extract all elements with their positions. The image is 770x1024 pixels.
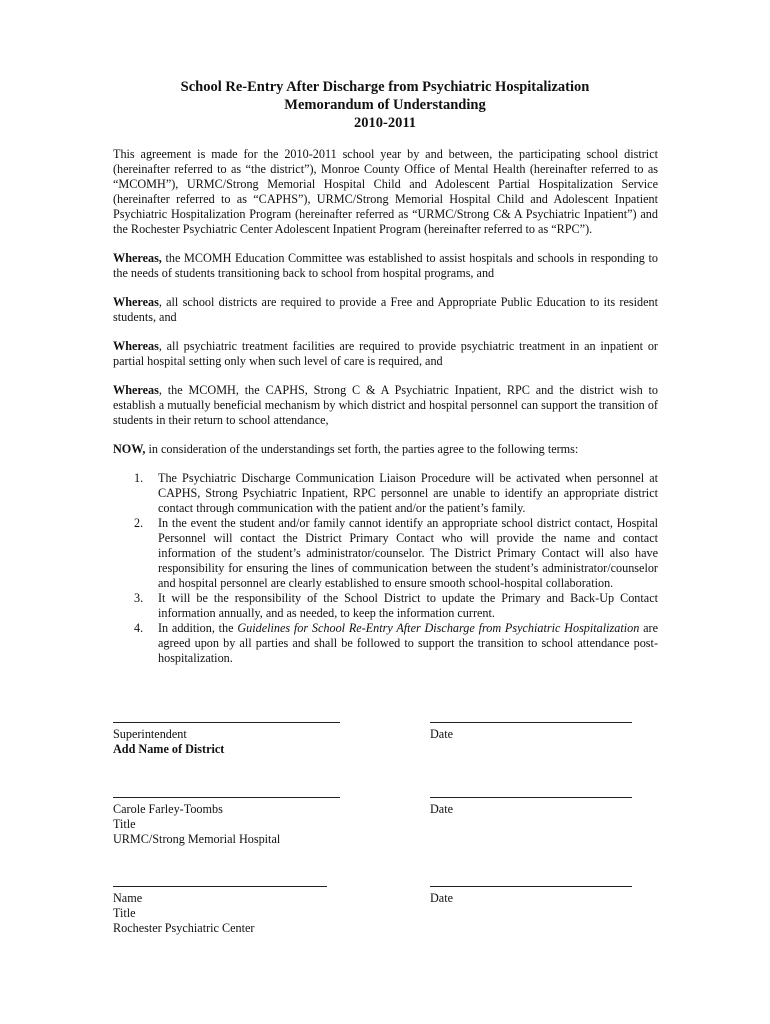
whereas-text: the MCOMH Education Committee was established to assist hospitals and schools in responding to the needs of students transitioning back to school from hospital programs, and [113,251,658,280]
term-item [113,591,658,621]
now-text: in consideration of the understandings set forth, the parties agree to the following terms: [145,442,579,456]
term-item [113,621,658,666]
signature-line[interactable] [113,722,340,723]
guidelines-title: Guidelines for School Re-Entry After Discharge from Psychiatric Hospitalization [237,621,640,635]
date-line[interactable] [430,722,632,723]
terms-list [113,471,658,666]
term-text: It will be the responsibility of the School District to update the Primary and Back-Up Contact information annually, and as needed, to keep the information current. [158,591,658,620]
title-line-2: Memorandum of Understanding [284,97,486,113]
whereas-lead: Whereas [113,383,159,397]
whereas-paragraph-3 [113,339,658,369]
whereas-text: , the MCOMH, the CAPHS, Strong C & A Psychiatric Inpatient, RPC and the district wish to establish a mutually beneficial mechanism by which district and hospital personnel can support the transition of students in their return to school attendance, [113,383,658,427]
term-text-after: are agreed upon by all parties and shall be followed to support the transition to school attendance post-hospitalization. [158,621,658,665]
signature-block-superintendent [113,722,340,757]
signer-name: Carole Farley-Toombs [113,802,223,816]
whereas-paragraph-4 [113,383,658,428]
whereas-paragraph-2 [113,295,658,325]
district-name-placeholder [113,742,340,757]
date-label: Date [430,891,454,905]
title-line-3: 2010-2011 [353,115,417,131]
date-block-superintendent [430,722,632,742]
whereas-lead: Whereas [113,339,159,353]
term-number: 3. [134,591,144,605]
signature-block-urmc [113,797,340,847]
now-lead: NOW, [113,442,146,456]
whereas-text: , all school districts are required to provide a Free and Appropriate Public Education to its resident students, and [113,295,658,324]
term-number: 4. [134,621,144,635]
term-text: In the event the student and/or family cannot identify an appropriate school district contact, Hospital Personnel will contact the District Primary Contact who will provide the name and contact information of the student’s administrator/counselor. The District Primary Contact will also have responsibility for ensuring the lines of communication between the student’s administrator/counselor and hospital personnel are clearly established to ensure smooth school-hospital collaboration. [158,516,658,590]
term-item [113,516,658,591]
term-text: The Psychiatric Discharge Communication Liaison Procedure will be activated when personnel at CAPHS, Strong Psychiatric Inpatient, RPC personnel are unable to identify an appropriate district contact through communication with the patient and/or the patient’s family. [158,471,658,515]
signature-line[interactable] [113,886,327,887]
signer-title: Title [113,817,136,831]
now-paragraph [113,442,658,457]
term-number: 2. [134,516,144,530]
intro-paragraph: This agreement is made for the 2010-2011 school year by and between, the participating school district (hereinafter referred to as “the district”), Monroe County Office of Mental Health (hereinafter referred to as “MCOMH”), URMC/Strong Memorial Hospital Child and Adolescent Partial Hospitalization Service (hereinafter referred to as “CAPHS”), URMC/Strong Memorial Hospital Child and Adolescent Inpatient Psychiatric Hospitalization Program (hereinafter referred as “URMC/Strong C& A Psychiatric Inpatient”) and the Rochester Psychiatric Center Adolescent Inpatient Program (hereinafter referred to as “RPC”). [113,147,658,236]
signature-line[interactable] [113,797,340,798]
agreement-body [113,147,658,666]
title-line-1: School Re-Entry After Discharge from Psychiatric Hospitalization [180,79,590,95]
signer-role: Superintendent [113,727,187,741]
signer-organization: Rochester Psychiatric Center [113,921,255,935]
whereas-lead: Whereas, [113,251,162,265]
signer-name: Name [113,891,143,905]
document-title [0,78,770,132]
district-name-label: Add Name of District [113,742,225,756]
date-label: Date [430,802,454,816]
whereas-text: , all psychiatric treatment facilities are required to provide psychiatric treatment in an inpatient or partial hospital setting only when such level of care is required, and [113,339,658,368]
whereas-paragraph-1 [113,251,658,281]
date-block-rpc [430,886,632,906]
signer-organization: URMC/Strong Memorial Hospital [113,832,281,846]
term-item [113,471,658,516]
signature-block-rpc [113,886,327,936]
term-number: 1. [134,471,144,485]
date-line[interactable] [430,797,632,798]
whereas-lead: Whereas [113,295,159,309]
term-text-before: In addition, the [158,621,238,635]
date-line[interactable] [430,886,632,887]
date-block-urmc [430,797,632,817]
date-label: Date [430,727,454,741]
signer-title: Title [113,906,136,920]
